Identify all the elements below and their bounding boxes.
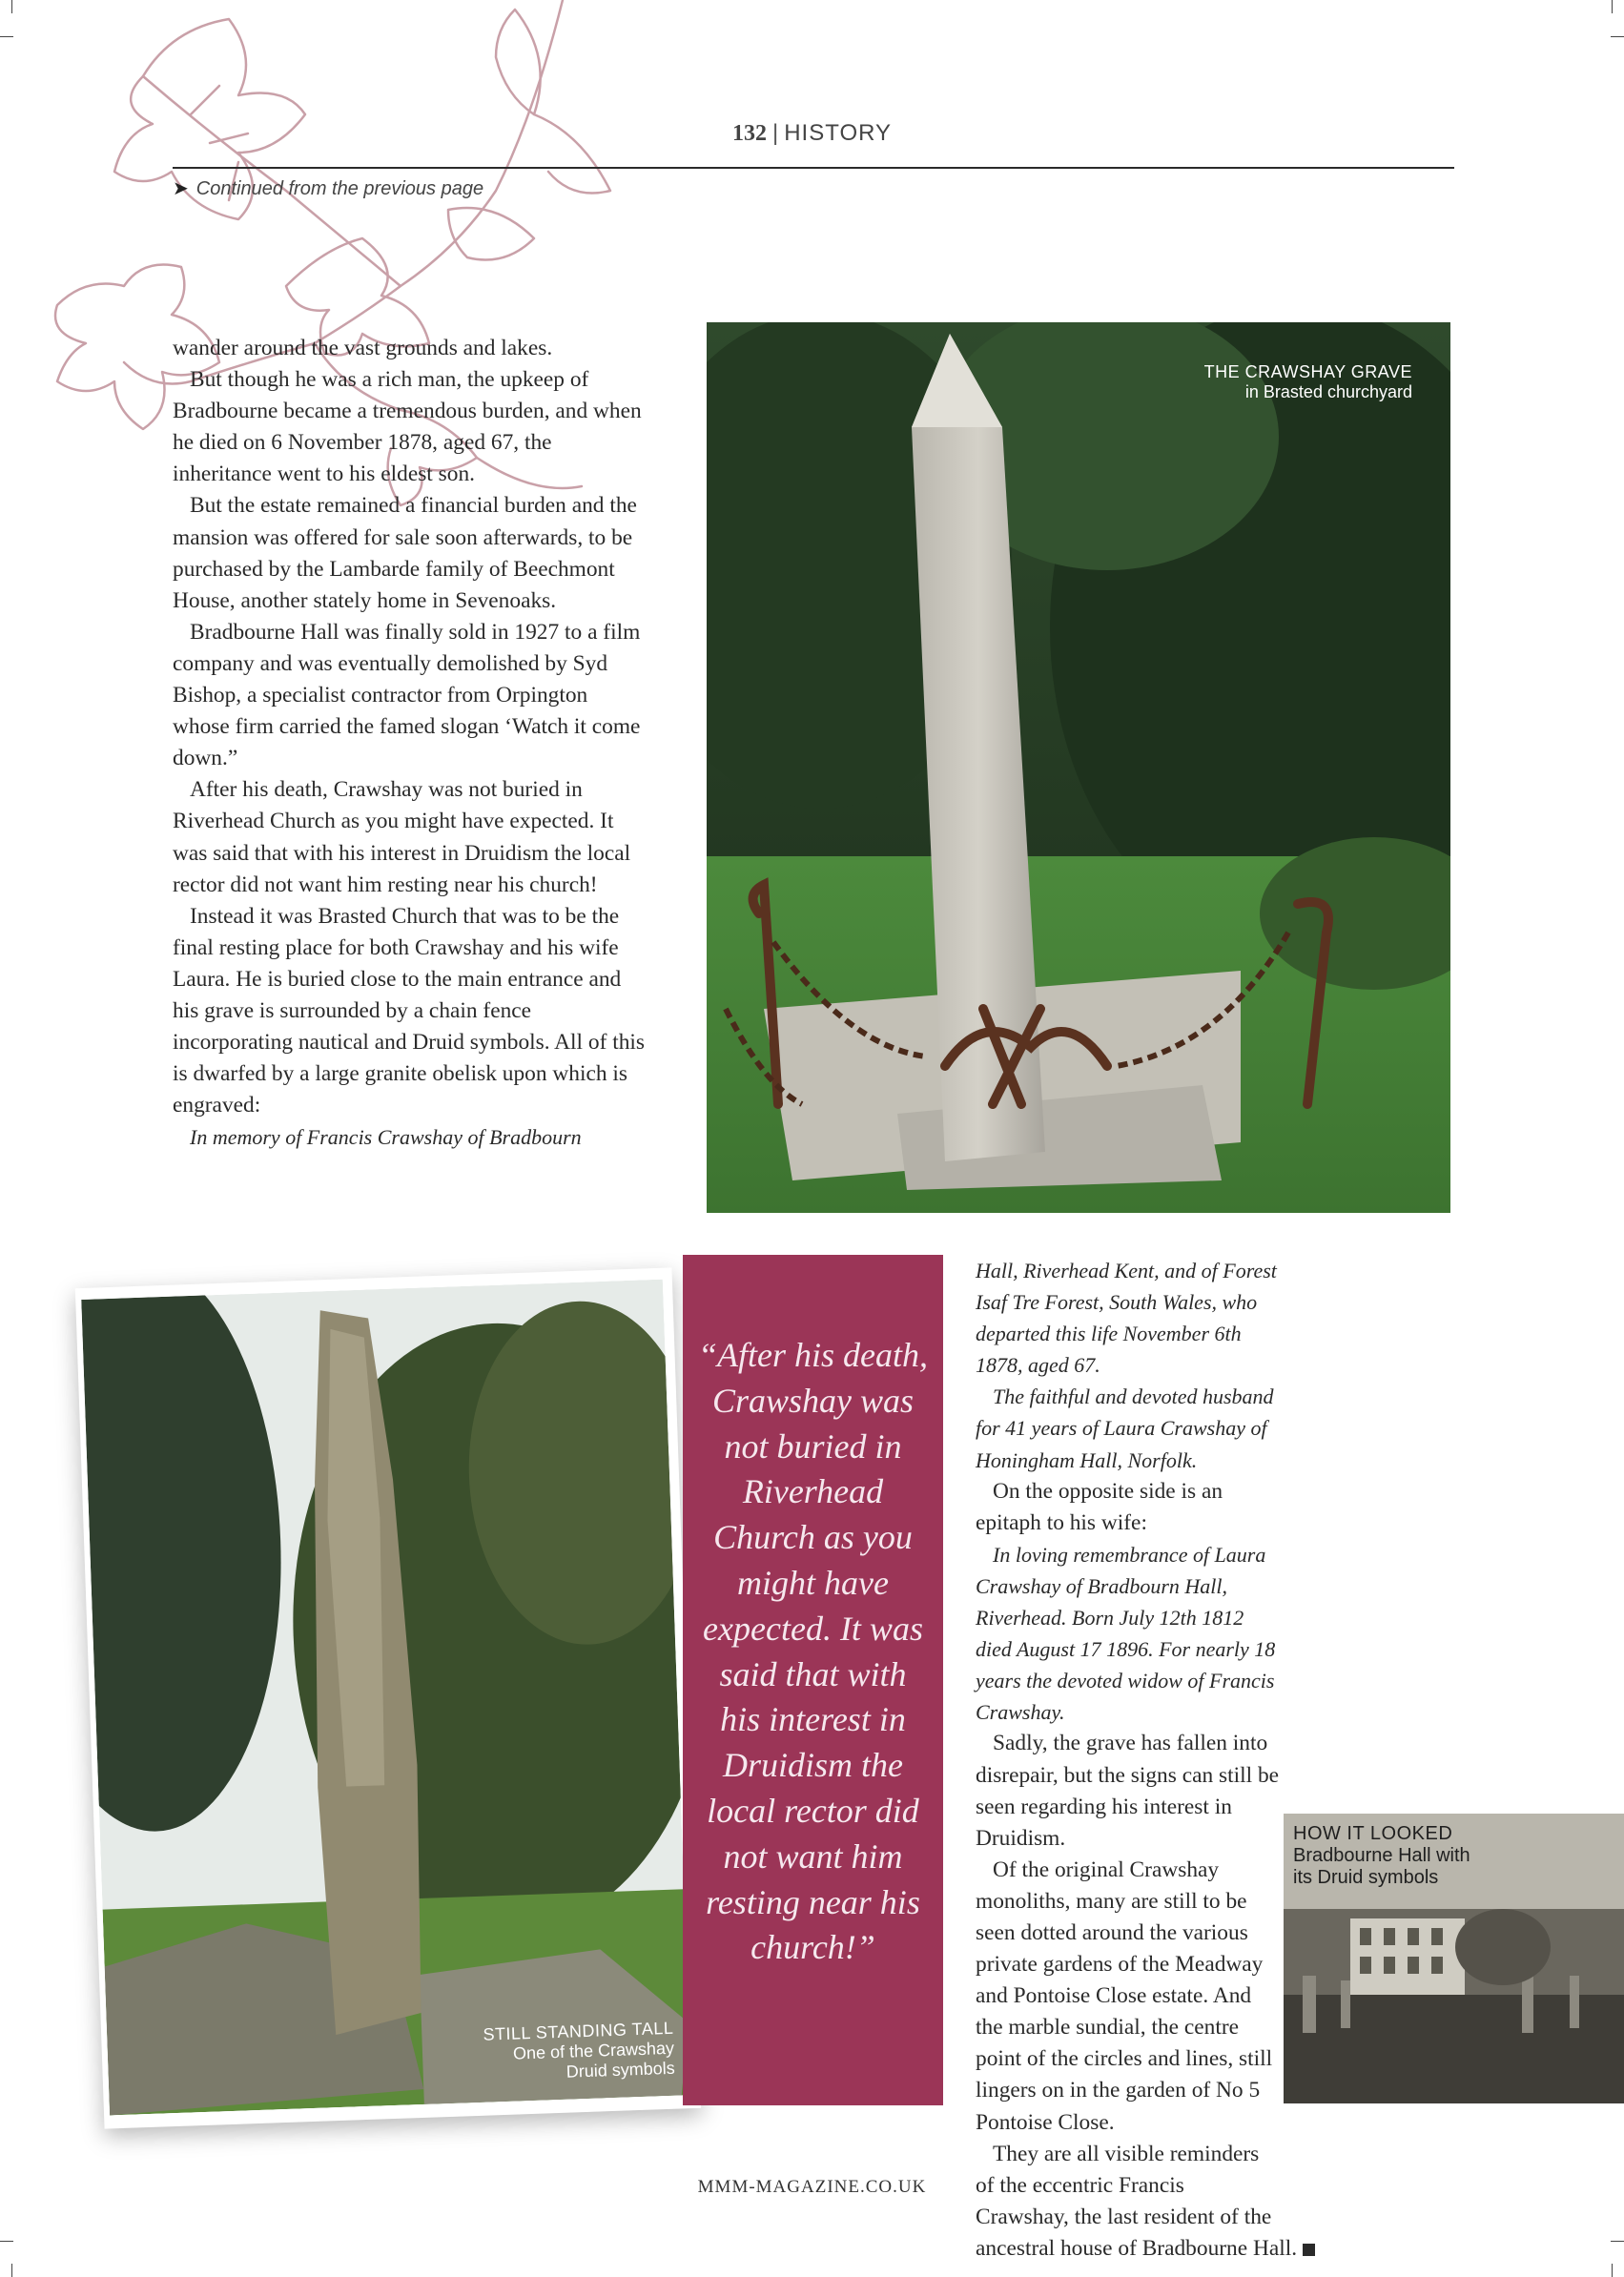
- square-end-icon: [1303, 2244, 1315, 2256]
- paragraph: But though he was a rich man, the upkeep of Bradbourne became a tremendous burden, and when he died on 6 November 1878, aged 67, the inheritance went to his eldest son.: [173, 367, 642, 487]
- paragraph: Instead it was Brasted Church that was to be the final resting place for both Crawshay and his wife Laura. He is buried close to the main entrance and his grave is surrounded by a chain fence incorporating nautical and Druid symbols. All of this is dwarfed by a large granite obelisk upon which is engraved:: [173, 903, 646, 1118]
- caption-subtitle: One of the Crawshay: [512, 2038, 675, 2063]
- footer-url: MMM-MAGAZINE.CO.UK: [697, 2177, 927, 2197]
- caption-subtitle: Druid symbols: [565, 2058, 676, 2082]
- pull-quote-text: “After his death, Crawshay was not buried in Riverhead Church as you might have expected. It was said that with his interest in Druidism the local rector did not want him resting near his church!”: [698, 1336, 928, 1967]
- page-number: 132: [731, 121, 767, 146]
- continued-text: Continued from the previous page: [195, 178, 484, 199]
- article-column-1: [173, 333, 649, 1153]
- caption-title: HOW IT LOOKED: [1293, 1823, 1453, 1844]
- caption-hall: [1293, 1823, 1470, 1889]
- pull-quote-box: [683, 1255, 943, 2105]
- inscription-quote: Hall, Riverhead Kent, and of Forest Isaf Tre Forest, South Wales, who departed this life November 6th 1878, aged 67.: [976, 1259, 1277, 1378]
- paragraph: Sadly, the grave has fallen into disrepair, but the signs can still be seen regarding his interest in Druidism.: [976, 1731, 1280, 1851]
- paragraph: Of the original Crawshay monoliths, many are still to be seen dotted around the various private gardens of the Meadway and Pontoise Close estate. And the marble sundial, the centre point of the circles and lines, still lingers on in the garden of No 5 Pontoise Close.: [976, 1856, 1273, 2135]
- caption-subtitle: its Druid symbols: [1293, 1867, 1439, 1888]
- right-arrowhead-icon: ➤: [173, 178, 189, 199]
- inscription-quote: In loving remembrance of Laura Crawshay of Bradbourn Hall, Riverhead. Born July 12th 1812 died August 17 1896. For nearly 18 years the devoted widow of Francis Crawshay.: [976, 1542, 1276, 1725]
- header-rule: [173, 167, 1454, 169]
- paragraph: On the opposite side is an epitaph to his wife:: [976, 1478, 1223, 1535]
- continued-note: [173, 176, 483, 200]
- caption-title: STILL STANDING TALL: [483, 2018, 674, 2044]
- caption-stone: [483, 2019, 675, 2085]
- paragraph: Bradbourne Hall was finally sold in 1927 to a film company and was eventually demolished by Syd Bishop, a specialist contractor from Orpington whose firm carried the famed slogan ‘Watch it come down.”: [173, 619, 641, 771]
- section-title: HISTORY: [784, 120, 893, 146]
- caption-subtitle: Bradbourne Hall with: [1293, 1845, 1470, 1866]
- photo-crawshay-grave: [707, 322, 1450, 1213]
- crop-mark-bottom-right: [1612, 2264, 1613, 2277]
- header-separator: |: [771, 120, 779, 146]
- crop-mark-bottom-left: [11, 2264, 12, 2277]
- paragraph: wander around the vast grounds and lakes.: [173, 336, 553, 360]
- caption-title: THE CRAWSHAY GRAVE: [1203, 362, 1412, 381]
- caption-subtitle: in Brasted churchyard: [1244, 382, 1412, 401]
- obelisk-photo-image: [707, 322, 1450, 1213]
- caption-grave: [1204, 362, 1412, 402]
- photo-bradbourne-hall: [1284, 1814, 1624, 2103]
- crop-mark-left-bottom: [0, 2241, 13, 2242]
- paragraph-text: They are all visible reminders of the eccentric Francis Crawshay, the last resident of the ancestral house of Bradbourne Hall.: [976, 2141, 1298, 2261]
- crop-mark-top-right: [1612, 0, 1613, 13]
- crop-mark-left-top: [0, 36, 13, 37]
- inscription-quote: In memory of Francis Crawshay of Bradbourn: [190, 1125, 582, 1150]
- paragraph: But the estate remained a financial burden and the mansion was offered for sale soon afterwards, to be purchased by the Lambarde family of Beechmont House, another stately home in Sevenoaks.: [173, 493, 637, 613]
- article-column-3: [976, 1255, 1452, 2265]
- crop-mark-right-top: [1611, 36, 1624, 37]
- crop-mark-top-left: [11, 0, 12, 13]
- paragraph: After his death, Crawshay was not buried in Riverhead Church as you might have expected. It was said that with his interest in Druidism the local rector did not want him resting near his church!: [173, 777, 631, 897]
- inscription-quote: The faithful and devoted husband for 41 years of Laura Crawshay of Honingham Hall, Norfolk.: [976, 1385, 1274, 1472]
- page-header: [0, 120, 1624, 147]
- crop-mark-right-bottom: [1611, 2241, 1624, 2242]
- standing-stone-photo-image: [81, 1280, 691, 2116]
- photo-standing-stone: [75, 1267, 701, 2128]
